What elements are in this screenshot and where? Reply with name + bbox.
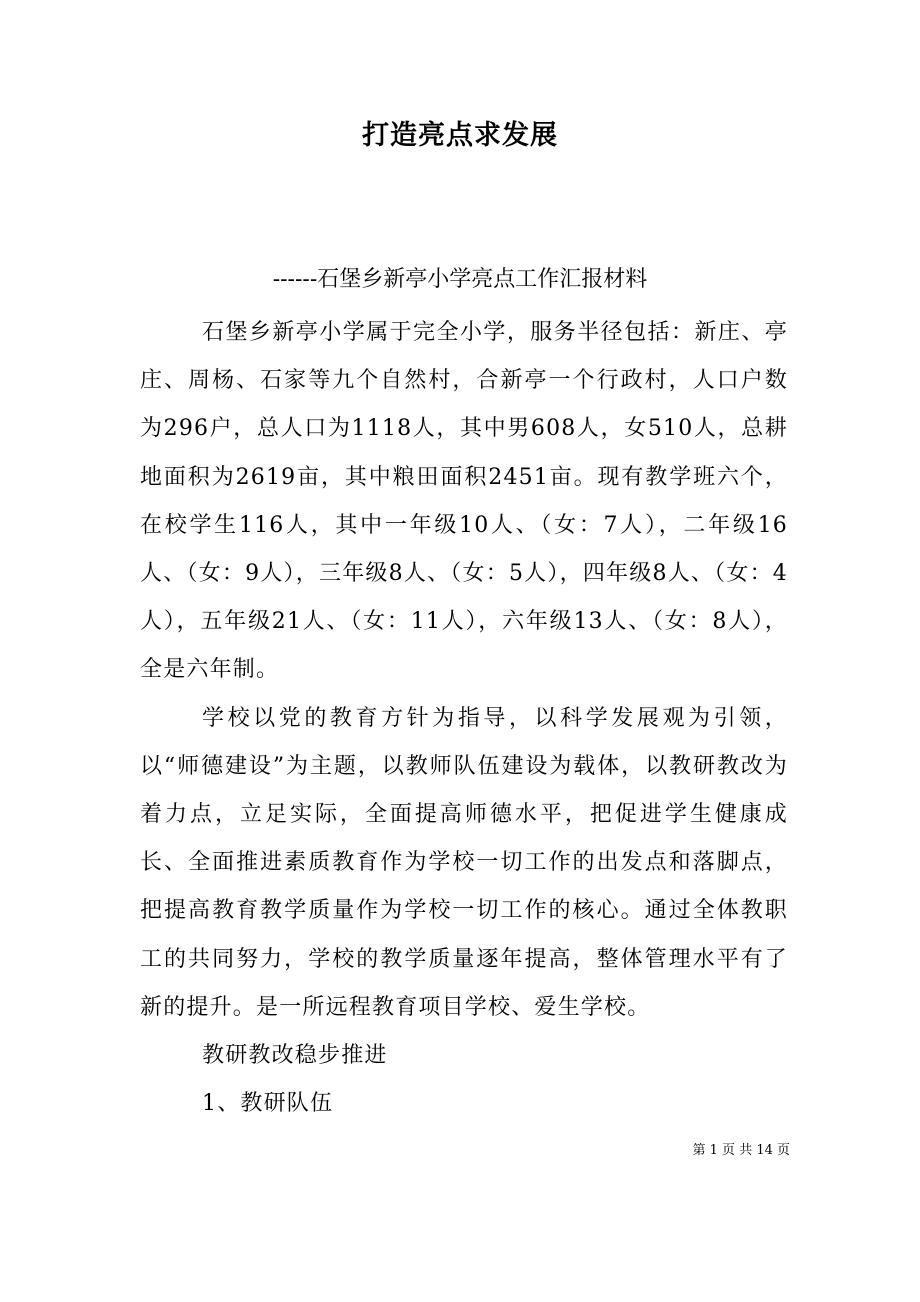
document-title: 打造亮点求发展 bbox=[362, 120, 558, 151]
section-heading: 教研教改稳步推进 bbox=[202, 1043, 388, 1069]
paragraph-school-philosophy: 学校以党的教育方针为指导，以科学发展观为引领，以“师德建设”为主题，以教师队伍建设为载体，以教研教改为着力点，立足实际，全面提高师德水平，把促进学生健康成长、全面推进素质教育作为学校一切工作的出发点和落脚点，把提高教育教学质量作为学校一切工作的核心。通过全体教职工的共同努力，学校的教学质量逐年提高，整体管理水平有了新的提升。是一所远程教育项目学校、爱生学校。 bbox=[140, 705, 788, 1020]
page-number-footer: 第 1 页 共 14 页 bbox=[692, 1143, 790, 1158]
document-body bbox=[140, 309, 788, 1128]
paragraph-school-overview: 石堡乡新亭小学属于完全小学，服务半径包括：新庄、亭庄、周杨、石家等九个自然村，合新亭一个行政村，人口户数为296户，总人口为1118人，其中男608人，女510人，总耕地面积为2619亩，其中粮田面积2451亩。现有教学班六个，在校学生116人，其中一年级10人、（女：7人），二年级16人、（女：9人），三年级8人、（女：5人），四年级8人、（女：4人），五年级21人、（女：11人），六年级13人、（女：8人），全是六年制。 bbox=[140, 320, 788, 683]
document-subtitle: ------石堡乡新亭小学亮点工作汇报材料 bbox=[272, 267, 648, 292]
subsection-heading: 1、教研队伍 bbox=[202, 1091, 334, 1117]
